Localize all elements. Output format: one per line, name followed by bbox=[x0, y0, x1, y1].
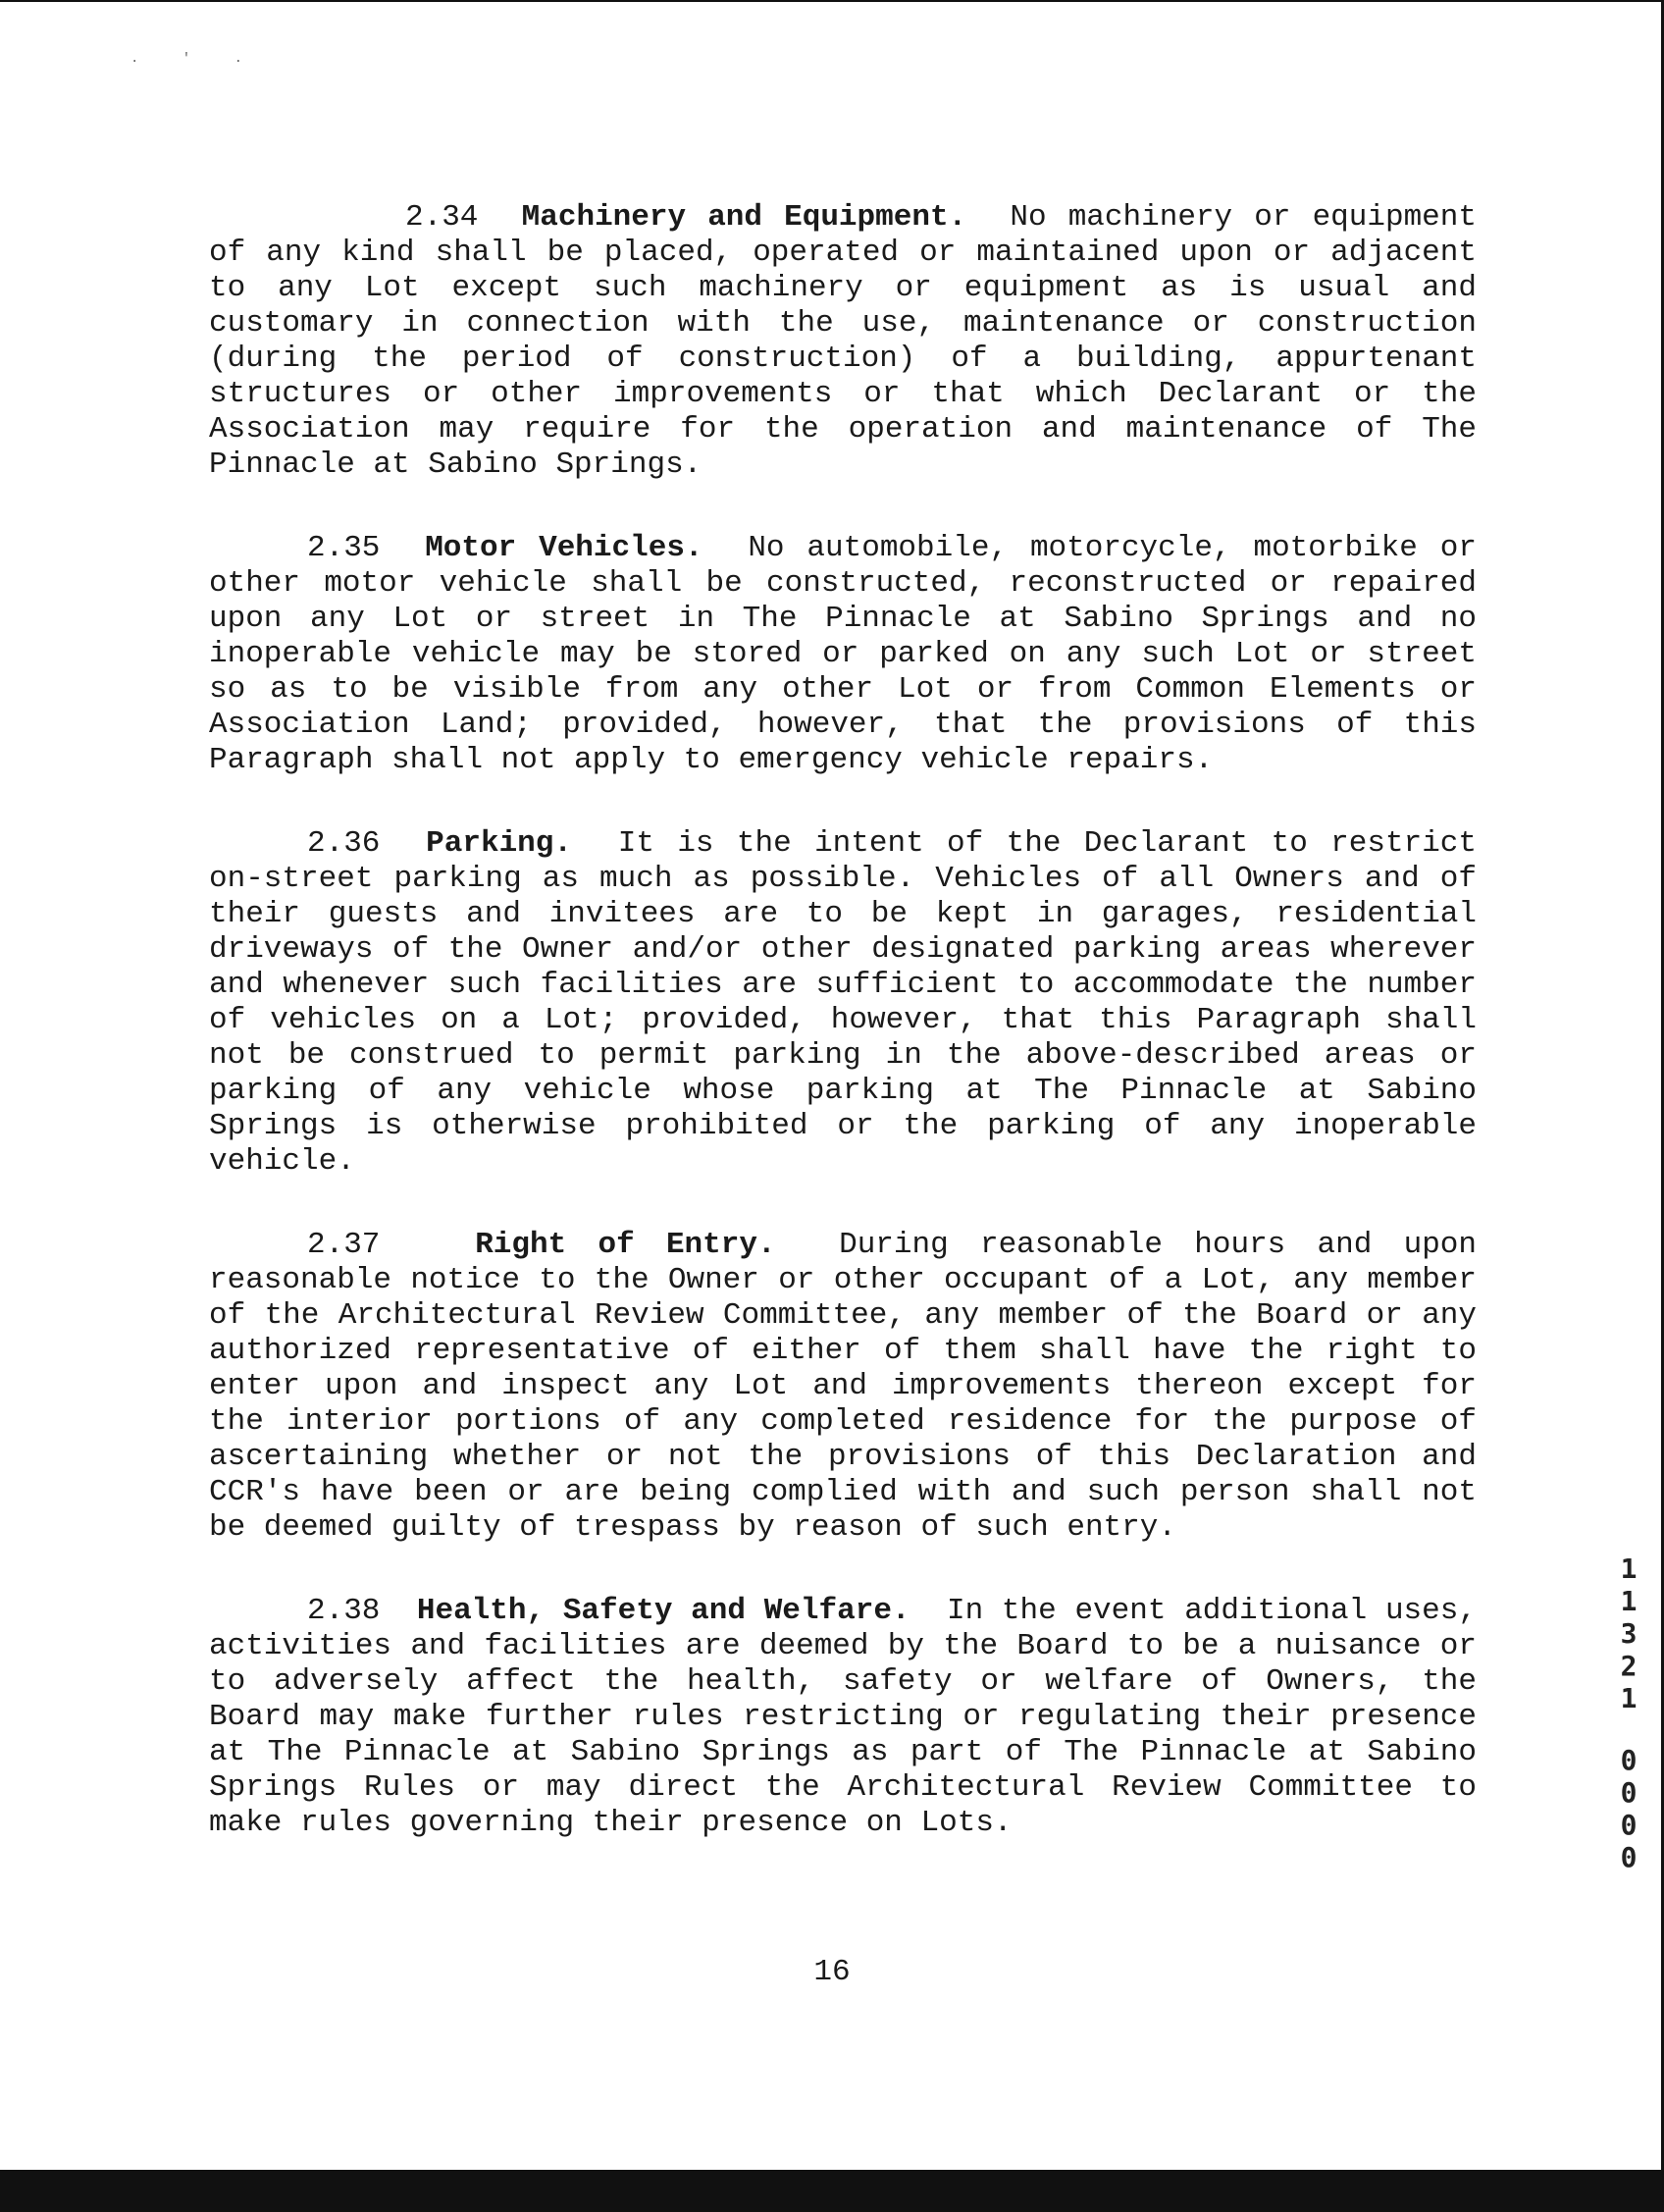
paragraph-heading: Health, Safety and Welfare. bbox=[416, 1594, 910, 1628]
scan-bottom-border bbox=[0, 2170, 1664, 2212]
stamp-gap bbox=[1615, 1714, 1642, 1744]
stamp-digit: 1 bbox=[1620, 1585, 1638, 1617]
stamp-digit: 1 bbox=[1620, 1553, 1638, 1585]
page-number: 16 bbox=[813, 1955, 851, 1989]
paragraph-number: 2.35 bbox=[307, 531, 381, 565]
paragraph-text: In the event additional uses, activities and facilities are deemed by the Board to be a nuisance or to adversely affect the health, safety or welfare of Owners, the Board may make further rules restricting or regulating their presence at The Pinnacle at Sabino Springs as part of The Pinnacle at Sabino Springs Rules or may direct the Architectural Review Committee to make rules governing their presence on Lots. bbox=[209, 1594, 1477, 1840]
margin-recording-stamp bbox=[1615, 1553, 1642, 1873]
scan-specks: . ' . bbox=[130, 51, 261, 67]
paragraph-heading: Parking. bbox=[426, 826, 572, 861]
paragraph-number: 2.34 bbox=[405, 200, 479, 235]
scan-top-border bbox=[0, 0, 1664, 2]
paragraph-2-35 bbox=[209, 531, 1477, 778]
paragraph-text: It is the intent of the Declarant to restrict on-street parking as much as possible. Vehicles of all Owners and of their guests and invitees are to be kept in garages, residential driveways of the Owner and/or other designated parking areas wherever and whenever such facilities are sufficient to accommodate the number of vehicles on a Lot; provided, however, that this Paragraph shall not be construed to permit parking in the above-described areas or parking of any vehicle whose parking at The Pinnacle at Sabino Springs is otherwise prohibited or the parking of any inoperable vehicle. bbox=[209, 826, 1478, 1179]
paragraph-2-37 bbox=[209, 1228, 1477, 1546]
stamp-digit: 1 bbox=[1620, 1682, 1638, 1714]
paragraph-number: 2.36 bbox=[307, 826, 381, 861]
stamp-digit: 0 bbox=[1620, 1809, 1638, 1841]
document-body bbox=[209, 200, 1477, 1889]
paragraph-number: 2.37 bbox=[307, 1228, 381, 1262]
stamp-digit: 2 bbox=[1620, 1650, 1638, 1682]
stamp-digit: 0 bbox=[1620, 1776, 1638, 1809]
paragraph-heading: Right of Entry. bbox=[475, 1228, 776, 1262]
paragraph-text: During reasonable hours and upon reasonable notice to the Owner or other occupant of a Lot, any member of the Architectural Review Committee, any member of the Board or any authorized representative of either of them shall have the right to enter upon and inspect any Lot and improvements thereon except for the interior portions of any completed residence for the purpose of ascertaining whether or not the provisions of this Declaration and CCR's have been or are being complied with and such person shall not be deemed guilty of trespass by reason of such entry. bbox=[209, 1228, 1478, 1545]
paragraph-heading: Motor Vehicles. bbox=[425, 531, 703, 565]
paragraph-2-36 bbox=[209, 826, 1477, 1180]
paragraph-text: No automobile, motorcycle, motorbike or other motor vehicle shall be constructed, reconstructed or repaired upon any Lot or street in The Pinnacle at Sabino Springs and no inoperable vehicle may be stored or parked on any such Lot or street so as to be visible from any other Lot or from Common Elements or Association Land; provided, however, that the provisions of this Paragraph shall not apply to emergency vehicle repairs. bbox=[209, 531, 1477, 777]
paragraph-heading: Machinery and Equipment. bbox=[521, 200, 967, 235]
paragraph-number: 2.38 bbox=[307, 1594, 381, 1628]
paragraph-2-34 bbox=[209, 200, 1477, 483]
paragraph-2-38 bbox=[209, 1594, 1477, 1841]
stamp-digit: 0 bbox=[1620, 1744, 1638, 1776]
paragraph-text: No machinery or equipment of any kind shall be placed, operated or maintained upon or adjacent to any Lot except such machinery or equipment as is usual and customary in connection with the use, maintenance or construction (during the period of construction) of a building, appurtenant structures or other improvements or that which Declarant or the Association may require for the operation and maintenance of The Pinnacle at Sabino Springs. bbox=[209, 200, 1477, 482]
stamp-digit: 0 bbox=[1620, 1841, 1638, 1873]
stamp-digit: 3 bbox=[1620, 1617, 1638, 1650]
